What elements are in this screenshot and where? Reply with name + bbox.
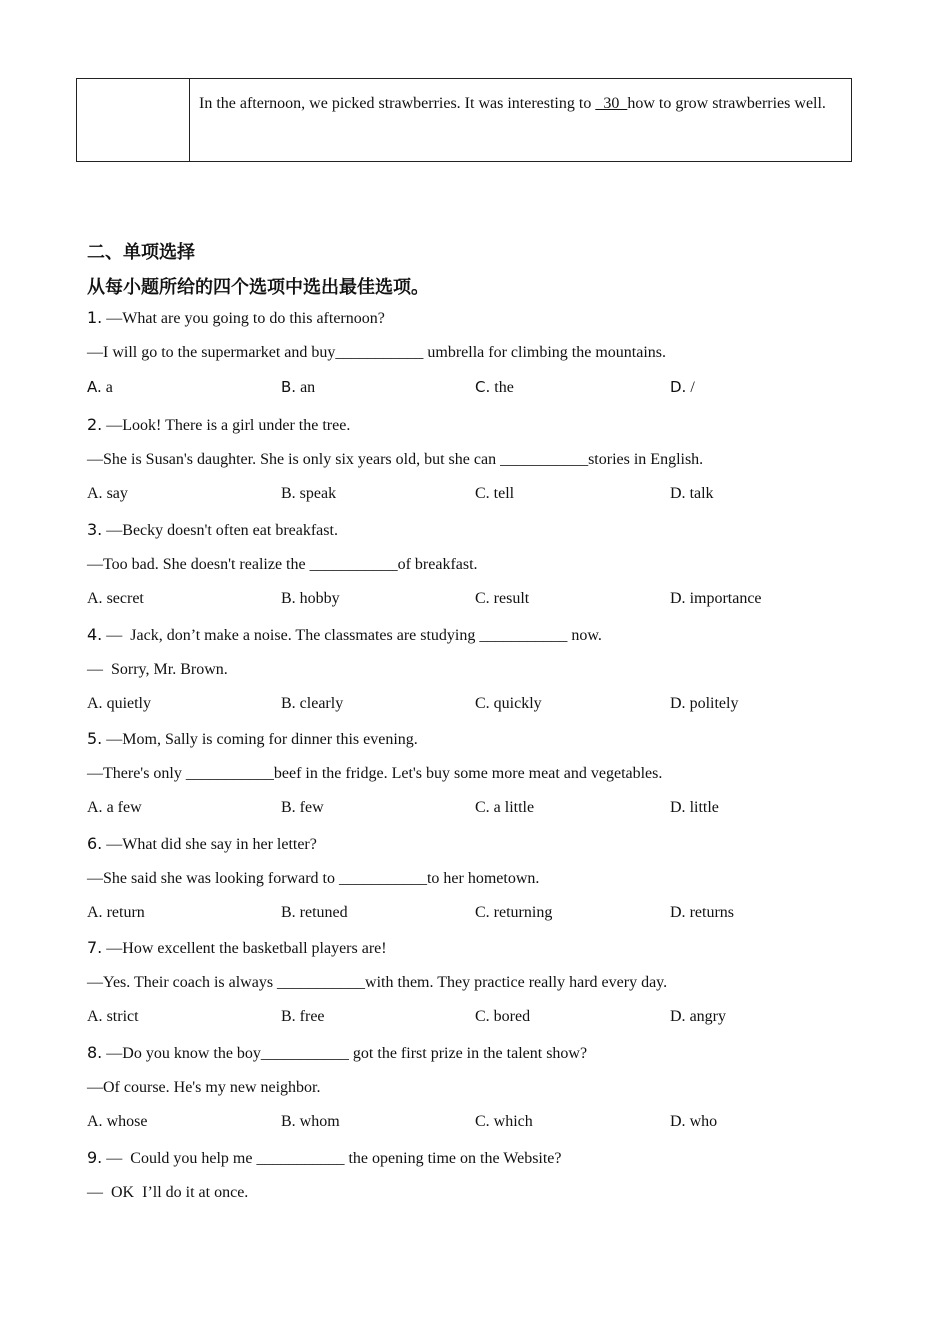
option-text: who	[685, 1113, 718, 1130]
question-text: —Look! There is a girl under the tree.	[102, 417, 351, 434]
question-8-option-c	[475, 1113, 533, 1131]
question-8-option-a	[87, 1113, 147, 1131]
option-key: A.	[87, 904, 103, 921]
option-key: D.	[670, 695, 686, 712]
section-title: 二、单项选择	[87, 242, 195, 263]
option-text: clearly	[295, 695, 344, 712]
question-5-response: —There's only ___________beef in the fridge. Let's buy some more meat and vegetables.	[87, 765, 663, 782]
option-key: B.	[281, 378, 297, 396]
option-key: A.	[87, 485, 103, 502]
question-text: —What did she say in her letter?	[102, 836, 317, 853]
option-text: returns	[685, 904, 734, 921]
question-number: 4.	[87, 625, 103, 644]
option-key: B.	[281, 590, 296, 607]
question-9-response: — OK I’ll do it at once.	[87, 1184, 249, 1201]
section-instruction: 从每小题所给的四个选项中选出最佳选项。	[87, 277, 429, 298]
question-1-prompt	[87, 308, 385, 328]
question-4-option-c	[475, 695, 542, 713]
question-2-response: —She is Susan's daughter. She is only six years old, but she can ___________stories in English.	[87, 451, 704, 468]
question-5-prompt	[87, 729, 418, 749]
option-text: little	[685, 799, 719, 816]
question-7-response: —Yes. Their coach is always ___________with them. They practice really hard every day.	[87, 974, 668, 991]
question-text: —What are you going to do this afternoon?	[102, 310, 385, 327]
question-7-option-a	[87, 1008, 139, 1026]
question-1-option-b	[281, 378, 315, 397]
question-text: —Mom, Sally is coming for dinner this evening.	[102, 731, 418, 748]
question-text: —How excellent the basketball players are!	[102, 940, 387, 957]
option-text: an	[296, 379, 316, 396]
table-right-cell	[190, 79, 851, 161]
question-text: — Jack, don’t make a noise. The classmates are studying ___________ now.	[102, 627, 602, 644]
question-1-option-c	[475, 378, 514, 397]
option-key: D.	[670, 1008, 686, 1025]
option-text: whose	[102, 1113, 148, 1130]
question-number: 9.	[87, 1148, 103, 1167]
option-key: A.	[87, 378, 102, 396]
question-number: 6.	[87, 834, 103, 853]
question-number: 7.	[87, 938, 103, 957]
option-key: B.	[281, 904, 296, 921]
question-3-response: —Too bad. She doesn't realize the ___________of breakfast.	[87, 556, 478, 573]
question-6-option-a	[87, 904, 145, 922]
option-text: a little	[489, 799, 535, 816]
question-3-option-c	[475, 590, 529, 608]
blank-30: 30	[595, 95, 628, 112]
option-text: which	[489, 1113, 533, 1130]
option-key: D.	[670, 904, 686, 921]
question-6-prompt	[87, 834, 317, 854]
question-8-option-b	[281, 1113, 340, 1131]
question-text: —Do you know the boy___________ got the first prize in the talent show?	[102, 1045, 588, 1062]
question-8-option-d	[670, 1113, 717, 1131]
question-5-option-a	[87, 799, 142, 817]
option-text: retuned	[295, 904, 348, 921]
option-key: C.	[475, 1113, 490, 1130]
option-key: A.	[87, 1008, 103, 1025]
question-2-option-c	[475, 485, 514, 503]
option-key: B.	[281, 1113, 296, 1130]
question-3-option-b	[281, 590, 340, 608]
option-key: B.	[281, 799, 296, 816]
question-number: 2.	[87, 415, 103, 434]
option-text: returning	[489, 904, 553, 921]
option-text: whom	[295, 1113, 340, 1130]
question-6-option-b	[281, 904, 348, 922]
question-7-option-c	[475, 1008, 530, 1026]
option-text: hobby	[295, 590, 340, 607]
option-key: A.	[87, 590, 103, 607]
option-text: quickly	[489, 695, 542, 712]
question-3-prompt	[87, 520, 338, 540]
option-text: politely	[685, 695, 739, 712]
option-key: A.	[87, 695, 103, 712]
question-1-option-a	[87, 378, 113, 397]
question-5-option-c	[475, 799, 534, 817]
question-2-option-d	[670, 485, 714, 503]
question-3-option-a	[87, 590, 144, 608]
question-5-option-d	[670, 799, 719, 817]
option-text: few	[295, 799, 324, 816]
question-1-response: —I will go to the supermarket and buy___________ umbrella for climbing the mountains.	[87, 344, 667, 361]
option-text: return	[102, 904, 145, 921]
question-number: 3.	[87, 520, 103, 539]
option-text: importance	[685, 590, 762, 607]
option-key: B.	[281, 1008, 296, 1025]
option-key: C.	[475, 378, 491, 396]
question-text: —Becky doesn't often eat breakfast.	[102, 522, 338, 539]
question-text: — Could you help me ___________ the opening time on the Website?	[102, 1150, 562, 1167]
table-left-cell	[77, 79, 190, 161]
option-text: angry	[685, 1008, 726, 1025]
option-text: quietly	[102, 695, 151, 712]
passage-table	[76, 78, 852, 162]
question-9-prompt	[87, 1148, 562, 1168]
question-3-option-d	[670, 590, 762, 608]
option-text: strict	[102, 1008, 139, 1025]
option-key: D.	[670, 590, 686, 607]
option-key: C.	[475, 590, 490, 607]
question-number: 5.	[87, 729, 103, 748]
option-text: a few	[102, 799, 142, 816]
question-4-option-b	[281, 695, 343, 713]
option-text: talk	[685, 485, 714, 502]
option-key: D.	[670, 485, 686, 502]
question-6-option-c	[475, 904, 552, 922]
option-key: C.	[475, 1008, 490, 1025]
question-number: 1.	[87, 308, 103, 327]
option-text: bored	[489, 1008, 531, 1025]
question-4-option-d	[670, 695, 738, 713]
question-2-option-a	[87, 485, 128, 503]
option-key: A.	[87, 799, 103, 816]
option-key: A.	[87, 1113, 103, 1130]
option-text: tell	[489, 485, 515, 502]
question-4-option-a	[87, 695, 151, 713]
option-key: D.	[670, 799, 686, 816]
option-text: speak	[295, 485, 337, 502]
question-7-option-b	[281, 1008, 325, 1026]
option-text: say	[102, 485, 128, 502]
question-1-option-d	[670, 378, 695, 397]
option-key: C.	[475, 904, 490, 921]
question-2-option-b	[281, 485, 336, 503]
question-7-option-d	[670, 1008, 726, 1026]
question-4-prompt	[87, 625, 602, 645]
option-text: a	[101, 379, 113, 396]
question-6-option-d	[670, 904, 734, 922]
option-text: result	[489, 590, 530, 607]
question-2-prompt	[87, 415, 350, 435]
question-number: 8.	[87, 1043, 103, 1062]
question-8-response: —Of course. He's my new neighbor.	[87, 1079, 321, 1096]
option-text: /	[686, 379, 695, 396]
option-key: D.	[670, 378, 687, 396]
option-key: B.	[281, 695, 296, 712]
question-5-option-b	[281, 799, 324, 817]
question-7-prompt	[87, 938, 387, 958]
option-text: secret	[102, 590, 144, 607]
option-key: C.	[475, 695, 490, 712]
table-text-after: how to grow strawberries well.	[627, 95, 826, 112]
question-4-response: — Sorry, Mr. Brown.	[87, 661, 228, 678]
option-key: C.	[475, 799, 490, 816]
option-key: C.	[475, 485, 490, 502]
option-text: the	[490, 379, 514, 396]
option-key: D.	[670, 1113, 686, 1130]
question-8-prompt	[87, 1043, 587, 1063]
question-6-response: —She said she was looking forward to ___________to her hometown.	[87, 870, 540, 887]
option-text: free	[295, 1008, 325, 1025]
option-key: B.	[281, 485, 296, 502]
table-text-before: In the afternoon, we picked strawberries. It was interesting to	[199, 95, 596, 112]
